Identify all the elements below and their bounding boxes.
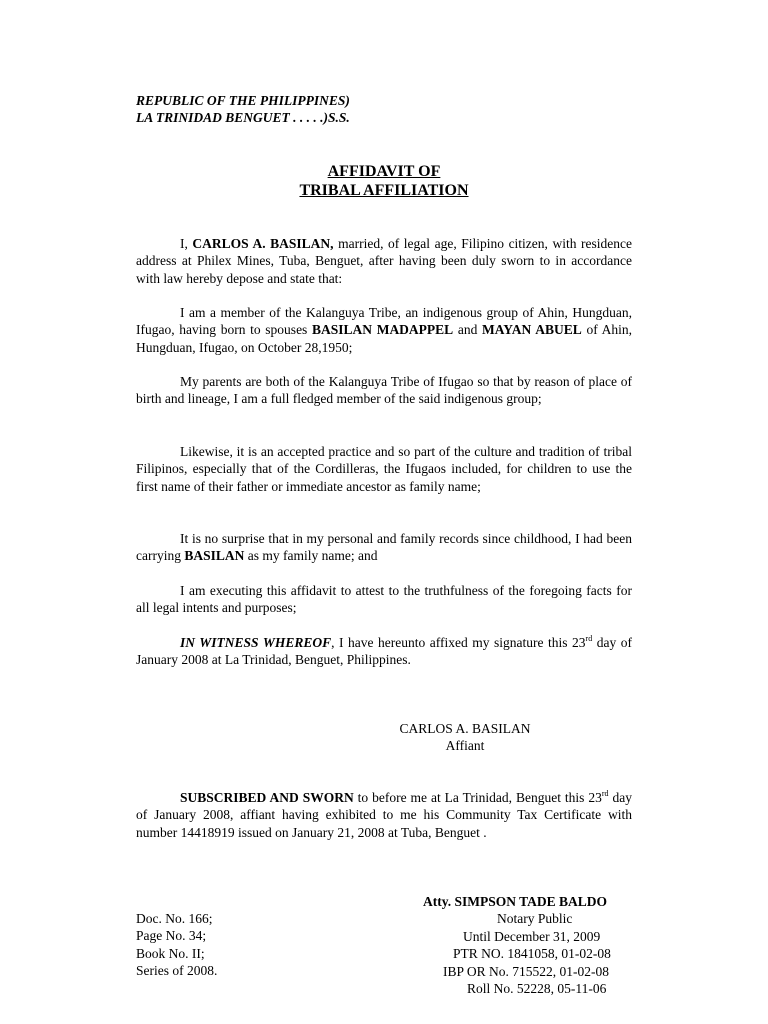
p5-text-a: It is no surprise that in my personal and family records since childhood, I had been carrying bbox=[136, 531, 632, 564]
document-title-line-2: TRIBAL AFFILIATION bbox=[299, 182, 469, 199]
p5-text-b: as my family name; and bbox=[244, 548, 378, 564]
paragraph-tribe-membership bbox=[136, 304, 632, 356]
paragraph-identity bbox=[136, 235, 632, 287]
registry-page: Page No. 34; bbox=[136, 928, 207, 944]
jurat-lead: SUBSCRIBED AND SWORN bbox=[180, 790, 354, 805]
p2-text-c: of Ahin, Hungduan, Ifugao, on October 28,1950; bbox=[136, 322, 632, 355]
p7-text-a: , I have hereunto affixed my signature this 23 bbox=[331, 635, 586, 650]
registry-book: Book No. II; bbox=[136, 945, 205, 961]
affiant-name: CARLOS A. BASILAN bbox=[399, 721, 531, 736]
family-name: BASILAN bbox=[184, 548, 245, 564]
paragraph-custom: Likewise, it is an accepted practice and so part of the culture and tradition of tribal Filipinos, especially that of the Cordilleras, the Ifugaos included, for children to use the first name of their father or immediate ancestor as family name; bbox=[136, 444, 632, 494]
paragraph-purpose: I am executing this affidavit to attest to the truthfulness of the foregoing facts for all legal intents and purposes; bbox=[136, 583, 632, 616]
jurisdiction-line-2: LA TRINIDAD BENGUET . . . . .)S.S. bbox=[136, 110, 350, 125]
p7-text-b: day of January 2008 at La Trinidad, Benguet, Philippines. bbox=[136, 635, 632, 668]
jurat-ordinal: rd bbox=[601, 789, 609, 798]
notary-commission: Until December 31, 2009 bbox=[463, 928, 601, 944]
paragraph-records bbox=[136, 530, 632, 565]
notary-name: Atty. SIMPSON TADE BALDO bbox=[423, 894, 608, 909]
notary-ibp: IBP OR No. 715522, 01-02-08 bbox=[443, 963, 610, 979]
jurat-text-a: to before me at La Trinidad, Benguet this 23 bbox=[353, 790, 602, 805]
affiant-signature-block bbox=[380, 720, 550, 755]
notary-ptr: PTR NO. 1841058, 01-02-08 bbox=[453, 946, 611, 962]
paragraph-parents: My parents are both of the Kalanguya Tribe of Ifugao so that by reason of place of birth and lineage, I am a full fledged member of the said indigenous group; bbox=[136, 374, 632, 407]
p2-text-b: and bbox=[453, 322, 483, 338]
witness-lead: IN WITNESS WHEREOF bbox=[180, 635, 332, 650]
paragraph-jurat bbox=[136, 789, 632, 841]
p7-ordinal: rd bbox=[585, 634, 593, 643]
p1-text-b: married, of legal age, Filipino citizen, with residence address at Philex Mines, Tuba, Benguet, after having been duly sworn to in accordance with law hereby depose and state that: bbox=[136, 236, 632, 286]
notarial-registry bbox=[136, 910, 217, 980]
jurat-text-b: day of January 2008, affiant having exhibited to me his Community Tax Certificate with number 14418919 issued on January 21, 2008 at Tuba, Benguet . bbox=[136, 790, 632, 840]
paragraph-witness bbox=[136, 634, 632, 669]
notary-title: Notary Public bbox=[497, 911, 573, 927]
father-name: BASILAN MADAPPEL bbox=[312, 322, 454, 338]
registry-doc: Doc. No. 166; bbox=[136, 911, 213, 926]
p2-text-a: I am a member of the Kalanguya Tribe, an indigenous group of Ahin, Hungduan, Ifugao, having born to spouses bbox=[136, 305, 632, 338]
p1-text-a: I, bbox=[180, 236, 193, 251]
jurisdiction-line-1: REPUBLIC OF THE PHILIPPINES) bbox=[136, 93, 350, 108]
notary-roll: Roll No. 52228, 05-11-06 bbox=[467, 981, 607, 997]
mother-name: MAYAN ABUEL bbox=[482, 322, 582, 338]
affiant-name-inline: CARLOS A. BASILAN, bbox=[192, 236, 334, 251]
affiant-role: Affiant bbox=[445, 738, 485, 754]
registry-series: Series of 2008. bbox=[136, 963, 218, 979]
document-title-line-1: AFFIDAVIT OF bbox=[327, 163, 441, 180]
notary-block bbox=[395, 893, 645, 997]
